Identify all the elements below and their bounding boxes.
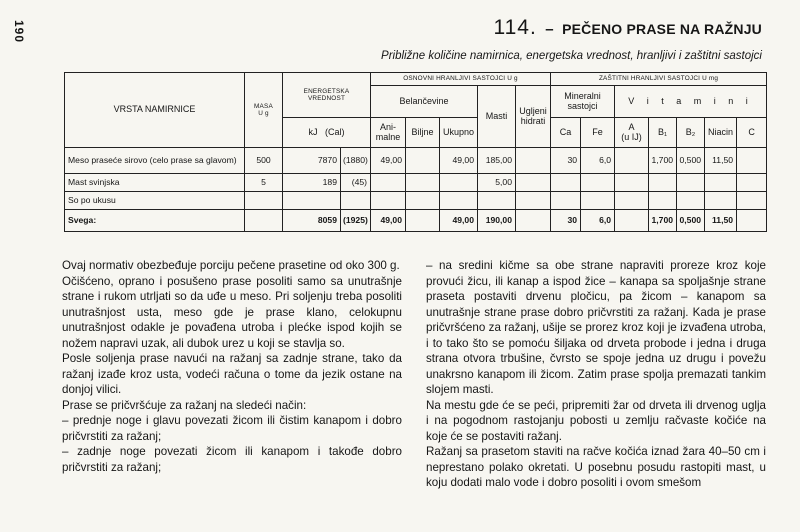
title-separator: – (545, 21, 554, 38)
row-mass (245, 210, 283, 232)
row-kj: 7870 (283, 148, 341, 174)
row-b2 (677, 174, 705, 192)
header-minerals: Mineralni sastojci (551, 86, 615, 118)
header-vitamin-c: C (737, 118, 767, 148)
row-animal (371, 192, 406, 210)
header-fats: Masti (478, 86, 516, 148)
header-basic-nutrients: OSNOVNI HRANLJIVI SASTOJCI U g (371, 73, 551, 86)
header-carbs: Ugljeni hidrati (516, 86, 551, 148)
row-kj: 189 (283, 174, 341, 192)
row-mass (245, 192, 283, 210)
row-total: 49,00 (440, 210, 478, 232)
row-fe (581, 174, 615, 192)
table-row (65, 174, 767, 192)
row-b1 (649, 174, 677, 192)
row-niacin: 11,50 (705, 148, 737, 174)
row-b1: 1,700 (649, 148, 677, 174)
row-name: Svega: (65, 210, 245, 232)
row-mass: 500 (245, 148, 283, 174)
row-fats: 190,00 (478, 210, 516, 232)
row-vit-a (615, 192, 649, 210)
row-kj (283, 192, 341, 210)
header-total-proteins: Ukupno (440, 118, 478, 148)
header-energy-unit: kJ (Cal) (283, 118, 371, 148)
row-vit-c (737, 148, 767, 174)
row-carbs (516, 192, 551, 210)
row-b2 (677, 192, 705, 210)
row-niacin (705, 174, 737, 192)
right-column-text (426, 258, 766, 491)
list-item: – na sredini kičme sa obe strane napraviti proreze kroz koje provući žicu, ili kanap a ispod žice – kanapa sa spoljašnje strane praseta postaviti drvenu pločicu, pa žicom – kanapom sa unutrašnje strane prase dobro pričvrstiti za ražanj. Kada je prase pričvršćeno za ražanj, ušije se prorez kroz koji je izvađena utroba, i to tako što se pomoću šiljaka od drveta probode i jedna i druga strana otvora trbušine, čvrsto se spoje jedna uz drugu i povežu unakrsno kanapom ili žicom. Zatim prase spolja premazati tankim slojem masti. (426, 259, 766, 396)
row-cal (341, 192, 371, 210)
row-vit-a (615, 210, 649, 232)
table-caption: Približne količine namirnica, energetska vrednost, hranljivi i zaštitni sastojci (381, 50, 762, 62)
row-niacin (705, 192, 737, 210)
row-vit-a (615, 148, 649, 174)
row-fe: 6,0 (581, 210, 615, 232)
nutrition-table (64, 72, 767, 232)
row-mass: 5 (245, 174, 283, 192)
header-energy: ENERGETSKA VREDNOST (283, 73, 371, 118)
row-fats (478, 192, 516, 210)
header-vitamin-b1: B₁ (649, 118, 677, 148)
row-vit-c (737, 210, 767, 232)
header-vitamin-b2: B₂ (677, 118, 705, 148)
row-animal (371, 174, 406, 192)
left-column-text (62, 258, 402, 475)
row-niacin: 11,50 (705, 210, 737, 232)
row-plant (406, 210, 440, 232)
row-plant (406, 174, 440, 192)
row-b1: 1,700 (649, 210, 677, 232)
row-b2: 0,500 (677, 148, 705, 174)
recipe-name: PEČENO PRASE NA RAŽNJU (562, 21, 762, 37)
row-ca (551, 174, 581, 192)
recipe-number: 114. (493, 16, 537, 39)
row-b1 (649, 192, 677, 210)
row-total (440, 192, 478, 210)
row-fe (581, 192, 615, 210)
row-vit-c (737, 192, 767, 210)
row-animal: 49,00 (371, 210, 406, 232)
row-fats: 5,00 (478, 174, 516, 192)
page-number: 190 (12, 20, 26, 44)
row-plant (406, 192, 440, 210)
row-name: Mast svinjska (65, 174, 245, 192)
paragraph: Očišćeno, oprano i posušeno prase posoliti samo sa unutrašnje strane i rukom utrljati so da uđe u meso. Pri soljenju treba posoliti unutrašnjost usta, meso gde je prase klano, celokupnu unutrašnjost odakle je povađena utroba i plećke ispod kojih se nožem napravi uzak, ali dubok urez u koji se stavlja so. (62, 274, 402, 350)
row-vit-a (615, 174, 649, 192)
table-total-row (65, 210, 767, 232)
list-item: – prednje noge i glavu povezati žicom ili čistim kanapom i dobro pričvrstiti za ražanj; (62, 414, 402, 443)
header-niacin: Niacin (705, 118, 737, 148)
header-vitamin-a: A (u IJ) (615, 118, 649, 148)
row-carbs (516, 210, 551, 232)
row-kj: 8059 (283, 210, 341, 232)
row-carbs (516, 148, 551, 174)
row-total: 49,00 (440, 148, 478, 174)
paragraph: Ovaj normativ obezbeđuje porciju pečene prasetine od oko 300 g. (62, 259, 400, 272)
paragraph: Ražanj sa prasetom staviti na račve kočića iznad žara 40–50 cm i neprestano polako okretati. U posebnu posudu rastopiti mast, u koju dodati malo vode i dobro posoliti i ovom smešom (426, 445, 766, 489)
header-iron: Fe (581, 118, 615, 148)
header-vitamins: V i t a m i n i (615, 86, 767, 118)
row-fe: 6,0 (581, 148, 615, 174)
row-b2: 0,500 (677, 210, 705, 232)
header-proteins: Belančevine (371, 86, 478, 118)
paragraph: Na mestu gde će se peći, pripremiti žar od drveta ili drvenog uglja i na pogodnom rastojanju pobosti u zemlju račvaste kočiće na koje će se postaviti ražanj. (426, 398, 766, 443)
row-total (440, 174, 478, 192)
row-cal: (1925) (341, 210, 371, 232)
row-plant (406, 148, 440, 174)
table-row (65, 148, 767, 174)
row-name: So po ukusu (65, 192, 245, 210)
row-vit-c (737, 174, 767, 192)
recipe-title (494, 16, 763, 40)
header-calcium: Ca (551, 118, 581, 148)
row-fats: 185,00 (478, 148, 516, 174)
list-item: – zadnje noge povezati žicom ili kanapom i takođe dobro pričvrstiti za ražanj; (62, 445, 402, 474)
row-ca (551, 192, 581, 210)
header-plant-proteins: Biljne (406, 118, 440, 148)
header-item: VRSTA NAMIRNICE (65, 73, 245, 148)
row-cal: (1880) (341, 148, 371, 174)
row-cal: (45) (341, 174, 371, 192)
table-row (65, 192, 767, 210)
row-animal: 49,00 (371, 148, 406, 174)
header-protective-nutrients: ZAŠTITNI HRANLJIVI SASTOJCI U mg (551, 73, 767, 86)
row-ca: 30 (551, 210, 581, 232)
paragraph: Prase se pričvršćuje za ražanj na sledeći način: (62, 398, 307, 412)
header-animal-proteins: Ani- malne (371, 118, 406, 148)
paragraph: Posle soljenja prase navući na ražanj sa zadnje strane, tako da ražanj izađe kroz usta, vodeći računa o tome da jezik ostane na donjoj vilici. (62, 352, 402, 396)
row-carbs (516, 174, 551, 192)
row-name: Meso praseće sirovo (celo prase sa glavom) (65, 148, 245, 174)
row-ca: 30 (551, 148, 581, 174)
header-mass: MASA U g (245, 73, 283, 148)
